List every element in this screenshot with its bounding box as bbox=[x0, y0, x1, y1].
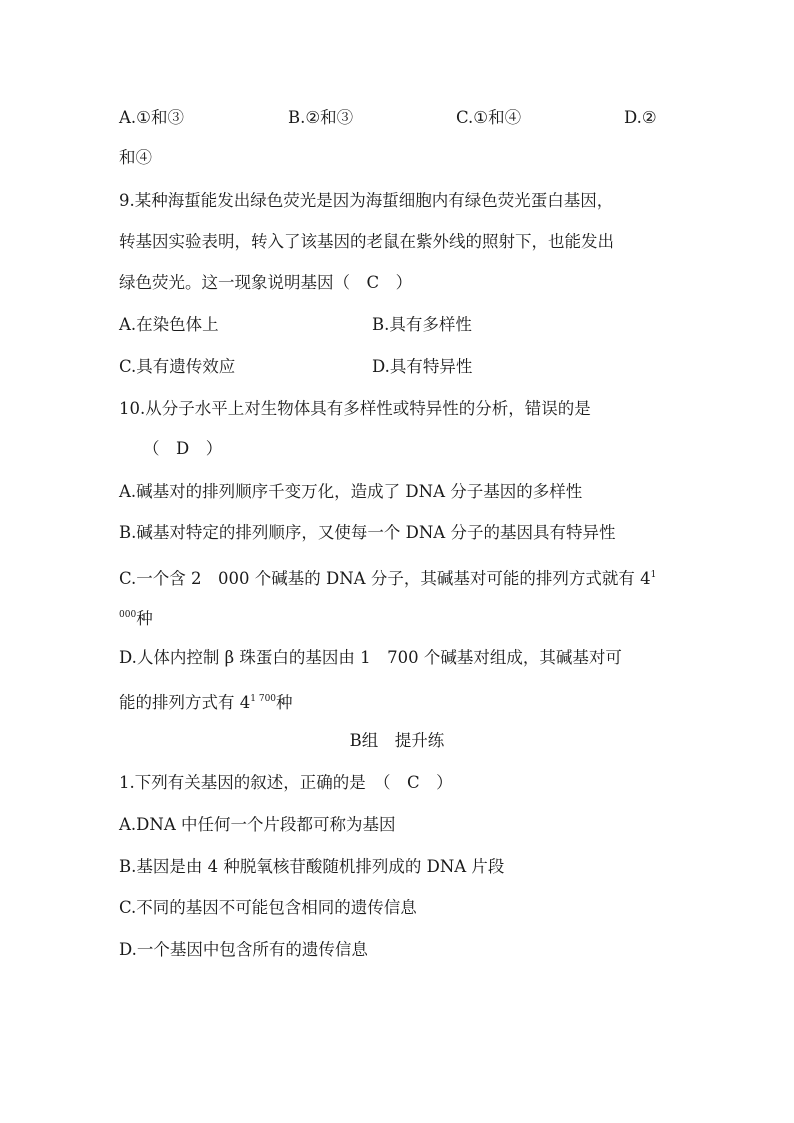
b-q1-option-d: D.一个基因中包含所有的遗传信息 bbox=[119, 940, 368, 959]
b-q1-option-b: B.基因是由 4 种脱氧核苷酸随机排列成的 DNA 片段 bbox=[119, 857, 505, 876]
q10-option-d-unit: 种 bbox=[276, 693, 293, 712]
q10-option-c-exponent-2: 000 bbox=[119, 610, 137, 620]
q10-option-d-text: 能的排列方式有 4 bbox=[119, 693, 251, 712]
option-c: C.①和④ bbox=[456, 108, 522, 127]
q10-option-d-line-2 bbox=[119, 687, 293, 715]
b-q1-option-c: C.不同的基因不可能包含相同的遗传信息 bbox=[119, 898, 417, 917]
q10-option-c-exponent-1: 1 bbox=[650, 570, 657, 580]
q10-option-c-line-2 bbox=[119, 603, 153, 631]
q9-option-a: A.在染色体上 bbox=[119, 315, 219, 334]
q10-option-c-unit: 种 bbox=[136, 609, 153, 628]
q10-option-d-exponent: 1 700 bbox=[250, 694, 277, 704]
option-d: D.② bbox=[624, 108, 657, 127]
q9-option-c: C.具有遗传效应 bbox=[119, 357, 236, 376]
q10-option-c-line-1 bbox=[119, 563, 656, 591]
q9-option-b: B.具有多样性 bbox=[372, 315, 472, 334]
q10-option-b: B.碱基对特定的排列顺序，又使每一个 DNA 分子的基因具有特异性 bbox=[119, 523, 616, 542]
q10-stem-line-1: 10.从分子水平上对生物体具有多样性或特异性的分析，错误的是 bbox=[119, 399, 591, 418]
b-q1-option-a: A.DNA 中任何一个片段都可称为基因 bbox=[119, 815, 396, 834]
q9-stem-line-2: 转基因实验表明，转入了该基因的老鼠在紫外线的照射下，也能发出 bbox=[119, 232, 614, 251]
q10-answer: （ D ） bbox=[143, 439, 223, 458]
q10-option-c-text: C.一个含 2 000 个碱基的 DNA 分子，其碱基对可能的排列方式就有 4 bbox=[119, 569, 651, 588]
q9-stem-line-1: 9.某种海蜇能发出绿色荧光是因为海蜇细胞内有绿色荧光蛋白基因， bbox=[119, 191, 614, 210]
q10-option-d-line-1: D.人体内控制 β 珠蛋白的基因由 1 700 个碱基对组成，其碱基对可 bbox=[119, 648, 622, 667]
q9-stem-line-3: 绿色荧光。这一现象说明基因（ C ） bbox=[119, 273, 413, 292]
q9-option-d: D.具有特异性 bbox=[372, 357, 473, 376]
b-q1-stem: 1.下列有关基因的叙述，正确的是 （ C ） bbox=[119, 773, 453, 792]
option-d-continuation: 和④ bbox=[119, 148, 152, 167]
option-a: A.①和③ bbox=[119, 108, 184, 127]
section-b-title: B组 提升练 bbox=[349, 731, 445, 750]
option-b: B.②和③ bbox=[288, 108, 354, 127]
q10-option-a: A.碱基对的排列顺序千变万化，造成了 DNA 分子基因的多样性 bbox=[119, 482, 583, 501]
